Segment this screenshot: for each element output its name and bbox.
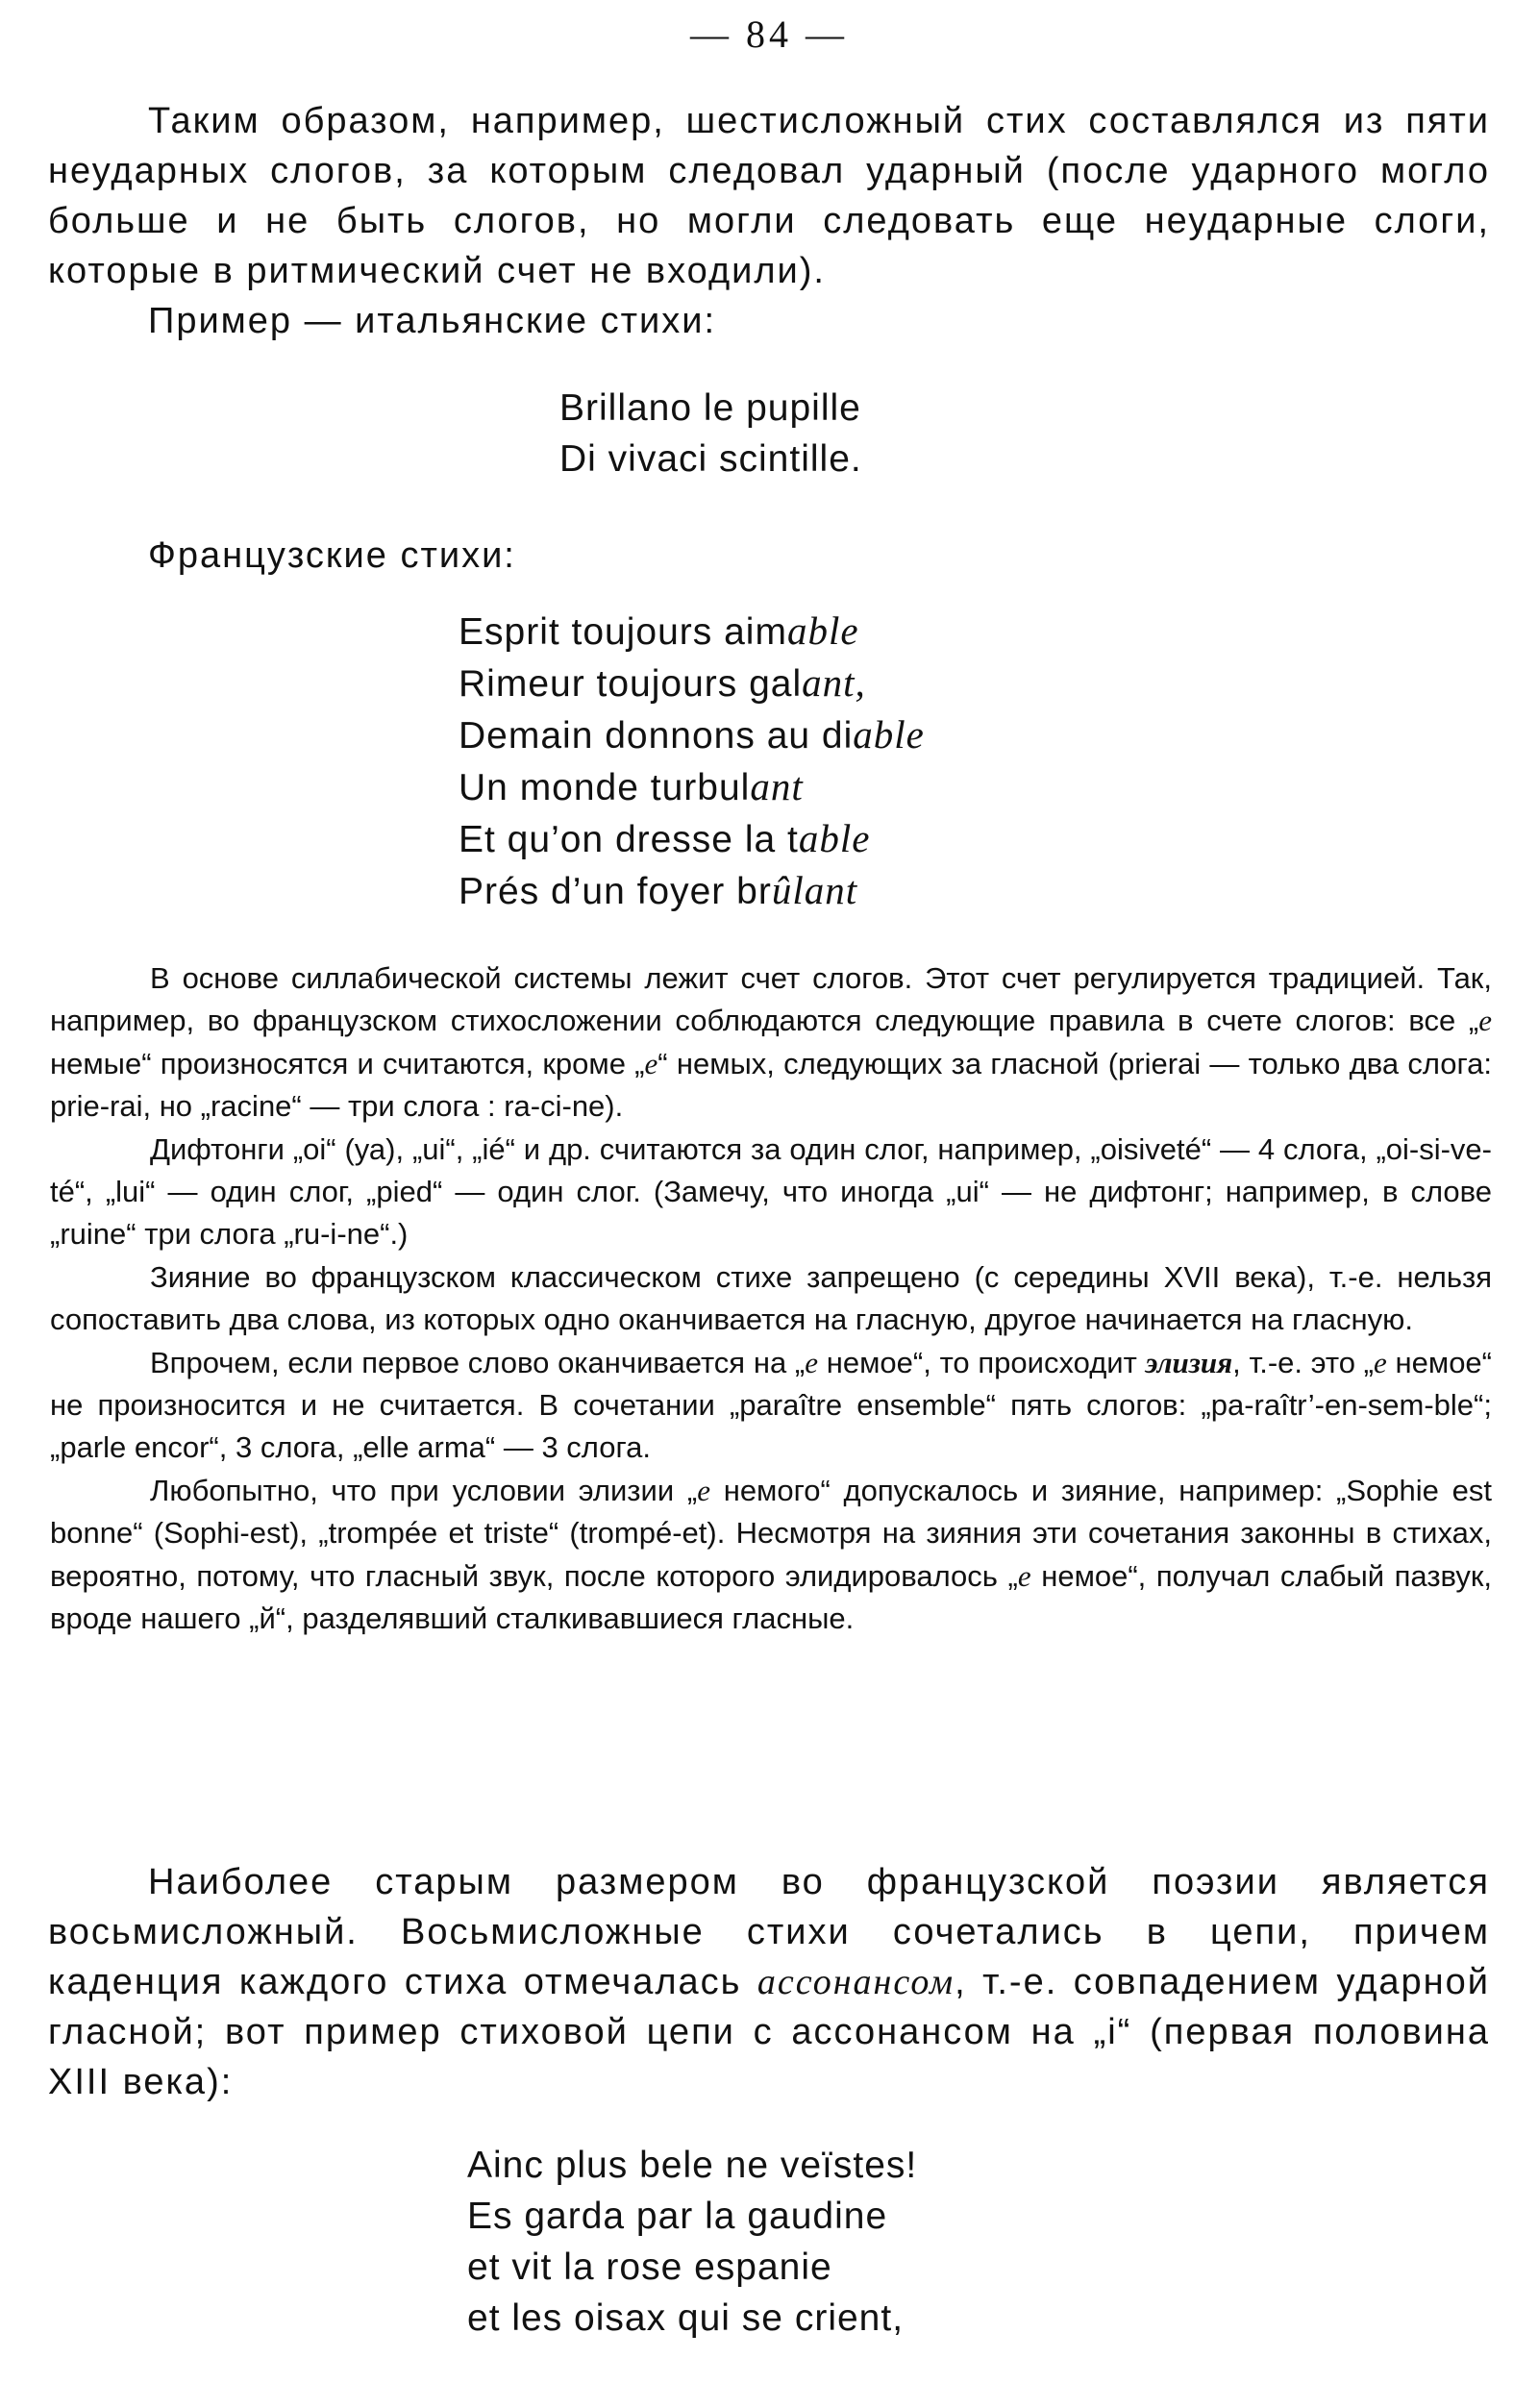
italian-verse-label: Пример — итальянские стихи: [148,301,717,341]
french-verse [459,606,925,917]
french-verse-label-block [48,531,1490,581]
closing-block [48,1857,1490,2107]
note-paragraph: Дифтонги „oi“ (уа), „ui“, „ié“ и др. считаются за один слог, например, „oisiveté“ — 4 слога, „oi-si-ve-té“, „lui“ — один слог, „pied“ — один слог. (Замечу, что иногда „ui“ — не дифтонг; например, в слове „ruine“ три слога „ru-i-ne“.) [50,1131,1492,1252]
verse-line: Rimeur toujours galant, [459,660,866,705]
verse-line: Es garda par la gaudine [467,2196,888,2237]
verse-line: Di vivaci scintille. [559,438,862,480]
note-paragraph: В основе силлабической системы лежит счет слогов. Этот счет регулируется традицией. Так, например, во французском стихосложении соблюдаются следующие правила в счете слогов: все „e немые“ произносятся и считаются, кроме „e“ немых, следующих за гласной (prierai — только два слога: prie-rai, но „racine“ — три слога : ra-ci-ne). [50,961,1492,1124]
italian-verse [559,383,862,484]
verse-line: et les oisax qui se crient, [467,2297,905,2339]
verse-line: Esprit toujours aimable [459,608,859,653]
verse-line: Un monde turbulant [459,764,804,808]
note-paragraph: Зияние во французском классическом стихе запрещено (с середины XVII века), т.-е. нельзя сопоставить два слова, из которых одно оканчивается на гласную, другое начинается на гласную. [50,1259,1492,1337]
intro-paragraph: Таким образом, например, шестисложный стих составлялся из пяти неударных слогов, за которым следовал ударный (после ударного могло больше и не быть слогов, но могли следовать еще неударные слоги, которые в ритмический счет не входили). [48,101,1490,291]
verse-line: Demain donnons au diable [459,712,925,757]
note-paragraph: Любопытно, что при условии элизии „e немого“ допускалось и зияние, например: „Sophie est bonne“ (Sophi-est), „trompée et triste“ (trompé-et). Несмотря на зияния эти сочетания законны в стихах, вероятно, потому, что гласный звук, после которого элидировалось „e немое“, получал слабый пазвук, вроде нашего „й“, разделявший сталкивавшиеся гласные. [50,1473,1492,1636]
page-number: — 84 — [690,12,848,56]
verse-line: Brillano le pupille [559,387,861,429]
verse-line: Et qu’on dresse la table [459,816,871,860]
intro-block [48,96,1490,346]
verse-line: et vit la rose espanie [467,2247,832,2288]
old-french-verse [467,2140,917,2344]
verse-line: Prés d’un foyer brûlant [459,868,858,912]
french-verse-label: Французские стихи: [148,535,516,576]
note-paragraph: Впрочем, если первое слово оканчивается на „e немое“, то происходит элизия, т.-е. это „e немое“ не произносится и не считается. В сочетании „paraître ensemble“ пять слогов: „pa-raîtr’-en-sem-ble“; „parle encor“, 3 слога, „elle arma“ — 3 слога. [50,1345,1492,1465]
verse-line: Ainc plus bele ne veïstes! [467,2145,918,2186]
closing-paragraph: Наиболее старым размером во французской поэзии является восьмисложный. Восьмисложные стихи сочетались в цепи, причем каденция каждого стиха отмечалась ассонансом, т.-е. совпадением ударной гласной; вот пример стиховой цепи с ассонансом на „i“ (первая половина XIII века): [48,1862,1490,2102]
notes-block [50,957,1492,1641]
